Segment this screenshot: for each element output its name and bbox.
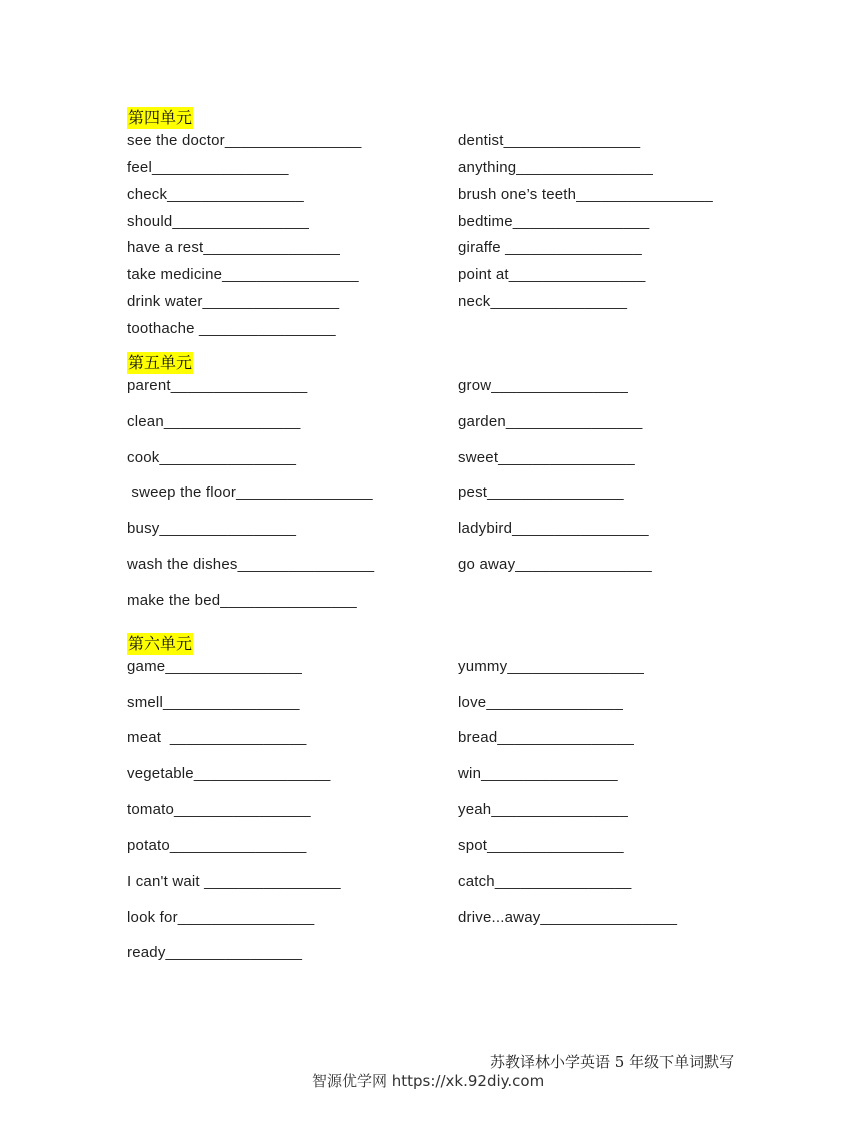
list-item: win________________ (458, 765, 618, 782)
list-item: grow________________ (458, 377, 628, 394)
list-item: parent________________ (127, 377, 308, 394)
list-item: pest________________ (458, 484, 624, 501)
list-item: busy________________ (127, 520, 297, 537)
list-item: catch________________ (458, 873, 632, 890)
list-item: I can't wait ________________ (127, 873, 341, 890)
list-item: love________________ (458, 694, 623, 711)
list-item: dentist________________ (458, 132, 641, 149)
list-item: bread________________ (458, 729, 635, 746)
list-item: drive...away________________ (458, 909, 678, 926)
list-item: toothache ________________ (127, 320, 336, 337)
unit-6-heading: 第六单元 (128, 634, 193, 653)
footer-site-url: 智源优学网 https://xk.92diy.com (312, 1072, 545, 1090)
list-item: vegetable________________ (127, 765, 331, 782)
list-item: sweep the floor________________ (127, 484, 373, 501)
list-item: drink water________________ (127, 293, 340, 310)
unit-5-heading: 第五单元 (128, 353, 193, 372)
list-item: brush one’s teeth________________ (458, 186, 713, 203)
list-item: clean________________ (127, 413, 301, 430)
list-item: feel________________ (127, 159, 289, 176)
list-item: smell________________ (127, 694, 300, 711)
list-item: make the bed________________ (127, 592, 357, 609)
list-item: cook________________ (127, 449, 297, 466)
list-item: have a rest________________ (127, 239, 341, 256)
footer-title: 苏教译林小学英语 5 年级下单词默写 (490, 1053, 735, 1071)
list-item: ladybird________________ (458, 520, 649, 537)
list-item: take medicine________________ (127, 266, 359, 283)
list-item: yummy________________ (458, 658, 645, 675)
list-item: neck________________ (458, 293, 628, 310)
list-item: see the doctor________________ (127, 132, 362, 149)
list-item: point at________________ (458, 266, 646, 283)
list-item: meat ________________ (127, 729, 307, 746)
list-item: giraffe ________________ (458, 239, 642, 256)
list-item: sweet________________ (458, 449, 635, 466)
list-item: wash the dishes________________ (127, 556, 375, 573)
unit-4-heading: 第四单元 (128, 108, 193, 127)
list-item: spot________________ (458, 837, 624, 854)
list-item: ready________________ (127, 944, 303, 961)
list-item: game________________ (127, 658, 302, 675)
list-item: should________________ (127, 213, 310, 230)
list-item: look for________________ (127, 909, 315, 926)
list-item: check________________ (127, 186, 304, 203)
list-item: anything________________ (458, 159, 653, 176)
list-item: go away________________ (458, 556, 652, 573)
list-item: garden________________ (458, 413, 643, 430)
list-item: yeah________________ (458, 801, 629, 818)
list-item: potato________________ (127, 837, 307, 854)
list-item: tomato________________ (127, 801, 311, 818)
list-item: bedtime________________ (458, 213, 650, 230)
